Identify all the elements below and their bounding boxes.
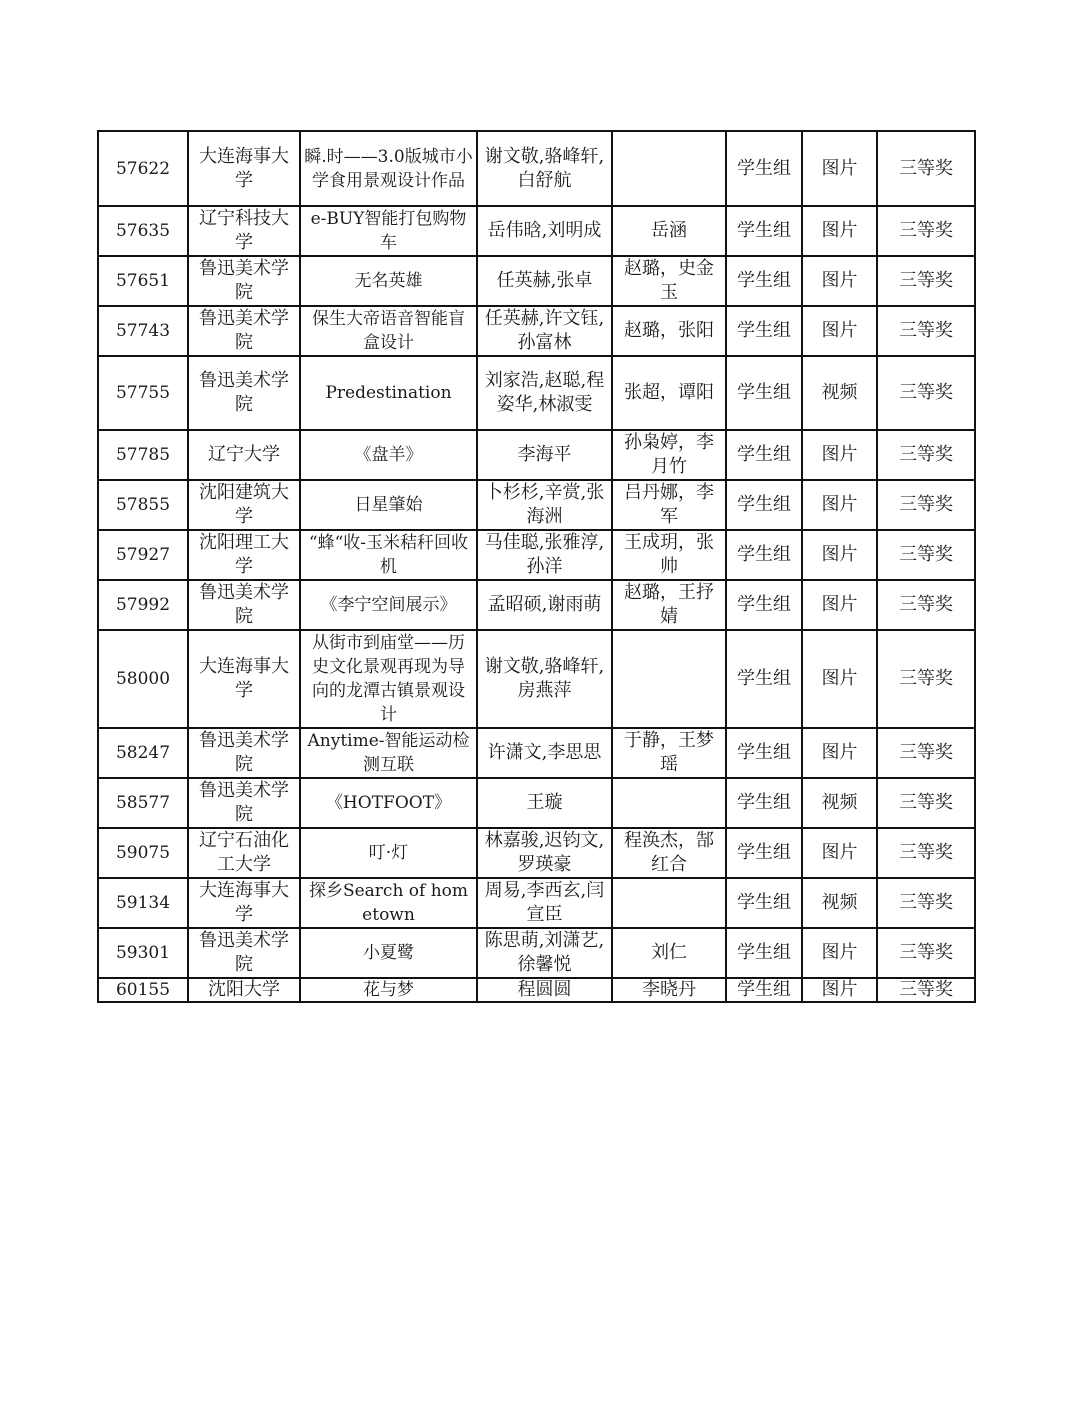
cell-school: 鲁迅美术学院 xyxy=(188,580,300,630)
cell-media-type: 视频 xyxy=(802,356,877,430)
cell-entry-id: 58577 xyxy=(98,778,188,828)
cell-media-type: 图片 xyxy=(802,728,877,778)
cell-group: 学生组 xyxy=(726,580,802,630)
cell-entry-id: 57992 xyxy=(98,580,188,630)
table-body xyxy=(98,131,975,1002)
cell-work-title: Anytime-智能运动检测互联 xyxy=(300,728,477,778)
cell-group: 学生组 xyxy=(726,480,802,530)
cell-work-title: 从街市到庙堂——历史文化景观再现为导向的龙潭古镇景观设计 xyxy=(300,630,477,728)
cell-entry-id: 57743 xyxy=(98,306,188,356)
table-row xyxy=(98,580,975,630)
cell-media-type: 图片 xyxy=(802,530,877,580)
cell-group: 学生组 xyxy=(726,728,802,778)
table-row xyxy=(98,131,975,206)
cell-media-type: 图片 xyxy=(802,256,877,306)
cell-entry-id: 57651 xyxy=(98,256,188,306)
cell-group: 学生组 xyxy=(726,978,802,1002)
table-row xyxy=(98,356,975,430)
table-row xyxy=(98,828,975,878)
cell-media-type: 图片 xyxy=(802,430,877,480)
cell-group: 学生组 xyxy=(726,430,802,480)
cell-award: 三等奖 xyxy=(877,928,975,978)
cell-work-title: 小夏鹭 xyxy=(300,928,477,978)
table-row xyxy=(98,430,975,480)
cell-award: 三等奖 xyxy=(877,530,975,580)
cell-group: 学生组 xyxy=(726,256,802,306)
table-row xyxy=(98,480,975,530)
cell-award: 三等奖 xyxy=(877,306,975,356)
cell-entry-id: 58000 xyxy=(98,630,188,728)
table-row xyxy=(98,728,975,778)
cell-school: 鲁迅美术学院 xyxy=(188,256,300,306)
cell-school: 沈阳建筑大学 xyxy=(188,480,300,530)
cell-authors: 周易,李西玄,闫宣臣 xyxy=(477,878,612,928)
cell-group: 学生组 xyxy=(726,131,802,206)
cell-work-title: “蜂“收-玉米秸秆回收机 xyxy=(300,530,477,580)
cell-group: 学生组 xyxy=(726,928,802,978)
cell-award: 三等奖 xyxy=(877,356,975,430)
cell-award: 三等奖 xyxy=(877,430,975,480)
cell-authors: 孟昭硕,谢雨萌 xyxy=(477,580,612,630)
cell-work-title: e-BUY智能打包购物车 xyxy=(300,206,477,256)
cell-school: 鲁迅美术学院 xyxy=(188,356,300,430)
cell-school: 鲁迅美术学院 xyxy=(188,306,300,356)
cell-group: 学生组 xyxy=(726,878,802,928)
cell-award: 三等奖 xyxy=(877,256,975,306)
cell-authors: 陈思萌,刘潇艺,徐馨悦 xyxy=(477,928,612,978)
cell-award: 三等奖 xyxy=(877,630,975,728)
cell-work-title: 《盘羊》 xyxy=(300,430,477,480)
table-row xyxy=(98,256,975,306)
table-row xyxy=(98,206,975,256)
cell-media-type: 图片 xyxy=(802,630,877,728)
cell-award: 三等奖 xyxy=(877,878,975,928)
cell-advisor: 李晓丹 xyxy=(612,978,726,1002)
cell-group: 学生组 xyxy=(726,828,802,878)
cell-award: 三等奖 xyxy=(877,580,975,630)
cell-media-type: 图片 xyxy=(802,928,877,978)
cell-work-title: 《李宁空间展示》 xyxy=(300,580,477,630)
cell-school: 沈阳理工大学 xyxy=(188,530,300,580)
cell-advisor: 张超，谭阳 xyxy=(612,356,726,430)
cell-advisor: 岳涵 xyxy=(612,206,726,256)
cell-media-type: 图片 xyxy=(802,580,877,630)
cell-authors: 任英赫,许文钰,孙富林 xyxy=(477,306,612,356)
cell-award: 三等奖 xyxy=(877,728,975,778)
cell-award: 三等奖 xyxy=(877,206,975,256)
cell-work-title: Predestination xyxy=(300,356,477,430)
cell-award: 三等奖 xyxy=(877,778,975,828)
cell-work-title: 探乡Search of hometown xyxy=(300,878,477,928)
cell-advisor: 刘仁 xyxy=(612,928,726,978)
cell-work-title: 保生大帝语音智能盲盒设计 xyxy=(300,306,477,356)
cell-group: 学生组 xyxy=(726,356,802,430)
cell-group: 学生组 xyxy=(726,778,802,828)
cell-award: 三等奖 xyxy=(877,131,975,206)
cell-entry-id: 57755 xyxy=(98,356,188,430)
cell-school: 沈阳大学 xyxy=(188,978,300,1002)
cell-entry-id: 57785 xyxy=(98,430,188,480)
cell-authors: 谢文敬,骆峰轩,房燕萍 xyxy=(477,630,612,728)
cell-authors: 岳伟晗,刘明成 xyxy=(477,206,612,256)
cell-work-title: 《HOTFOOT》 xyxy=(300,778,477,828)
cell-school: 大连海事大学 xyxy=(188,630,300,728)
awards-table xyxy=(97,130,976,1003)
cell-media-type: 视频 xyxy=(802,878,877,928)
cell-advisor: 程涣杰，郜红合 xyxy=(612,828,726,878)
cell-work-title: 叮·灯 xyxy=(300,828,477,878)
table-row xyxy=(98,630,975,728)
cell-advisor: 于静，王梦瑶 xyxy=(612,728,726,778)
cell-school: 辽宁石油化工大学 xyxy=(188,828,300,878)
cell-entry-id: 59301 xyxy=(98,928,188,978)
table-row xyxy=(98,530,975,580)
cell-entry-id: 57635 xyxy=(98,206,188,256)
table-row xyxy=(98,928,975,978)
cell-authors: 谢文敬,骆峰轩,白舒航 xyxy=(477,131,612,206)
cell-advisor xyxy=(612,878,726,928)
cell-authors: 林嘉骏,迟钧文,罗瑛豪 xyxy=(477,828,612,878)
cell-entry-id: 57927 xyxy=(98,530,188,580)
cell-advisor: 赵璐，史金玉 xyxy=(612,256,726,306)
cell-authors: 马佳聪,张雅淳,孙洋 xyxy=(477,530,612,580)
cell-media-type: 图片 xyxy=(802,131,877,206)
cell-advisor: 吕丹娜，李军 xyxy=(612,480,726,530)
cell-group: 学生组 xyxy=(726,530,802,580)
cell-work-title: 日星肇始 xyxy=(300,480,477,530)
cell-award: 三等奖 xyxy=(877,480,975,530)
cell-authors: 许潇文,李思思 xyxy=(477,728,612,778)
cell-school: 大连海事大学 xyxy=(188,131,300,206)
cell-media-type: 图片 xyxy=(802,978,877,1002)
cell-entry-id: 57622 xyxy=(98,131,188,206)
cell-group: 学生组 xyxy=(726,306,802,356)
cell-work-title: 花与梦 xyxy=(300,978,477,1002)
cell-award: 三等奖 xyxy=(877,828,975,878)
cell-authors: 李海平 xyxy=(477,430,612,480)
cell-advisor: 王成玥，张帅 xyxy=(612,530,726,580)
cell-entry-id: 60155 xyxy=(98,978,188,1002)
cell-entry-id: 59075 xyxy=(98,828,188,878)
cell-school: 鲁迅美术学院 xyxy=(188,778,300,828)
cell-entry-id: 57855 xyxy=(98,480,188,530)
cell-authors: 卜杉杉,辛赏,张海洲 xyxy=(477,480,612,530)
cell-media-type: 图片 xyxy=(802,480,877,530)
cell-authors: 任英赫,张卓 xyxy=(477,256,612,306)
cell-advisor: 赵璐，王抒婧 xyxy=(612,580,726,630)
cell-media-type: 图片 xyxy=(802,828,877,878)
cell-advisor: 孙枭婷，李月竹 xyxy=(612,430,726,480)
cell-media-type: 视频 xyxy=(802,778,877,828)
cell-school: 辽宁科技大学 xyxy=(188,206,300,256)
cell-entry-id: 59134 xyxy=(98,878,188,928)
cell-award: 三等奖 xyxy=(877,978,975,1002)
cell-media-type: 图片 xyxy=(802,306,877,356)
cell-group: 学生组 xyxy=(726,630,802,728)
table-row xyxy=(98,306,975,356)
cell-work-title: 无名英雄 xyxy=(300,256,477,306)
cell-group: 学生组 xyxy=(726,206,802,256)
cell-work-title: 瞬.时——3.0版城市小学食用景观设计作品 xyxy=(300,131,477,206)
cell-school: 鲁迅美术学院 xyxy=(188,728,300,778)
cell-entry-id: 58247 xyxy=(98,728,188,778)
cell-authors: 王璇 xyxy=(477,778,612,828)
cell-advisor xyxy=(612,131,726,206)
cell-advisor: 赵璐，张阳 xyxy=(612,306,726,356)
table-row xyxy=(98,878,975,928)
table-row xyxy=(98,978,975,1002)
cell-school: 鲁迅美术学院 xyxy=(188,928,300,978)
cell-advisor xyxy=(612,778,726,828)
cell-authors: 程圆圆 xyxy=(477,978,612,1002)
cell-media-type: 图片 xyxy=(802,206,877,256)
cell-authors: 刘家浩,赵聪,程姿华,林淑雯 xyxy=(477,356,612,430)
cell-school: 大连海事大学 xyxy=(188,878,300,928)
cell-advisor xyxy=(612,630,726,728)
cell-school: 辽宁大学 xyxy=(188,430,300,480)
table-row xyxy=(98,778,975,828)
